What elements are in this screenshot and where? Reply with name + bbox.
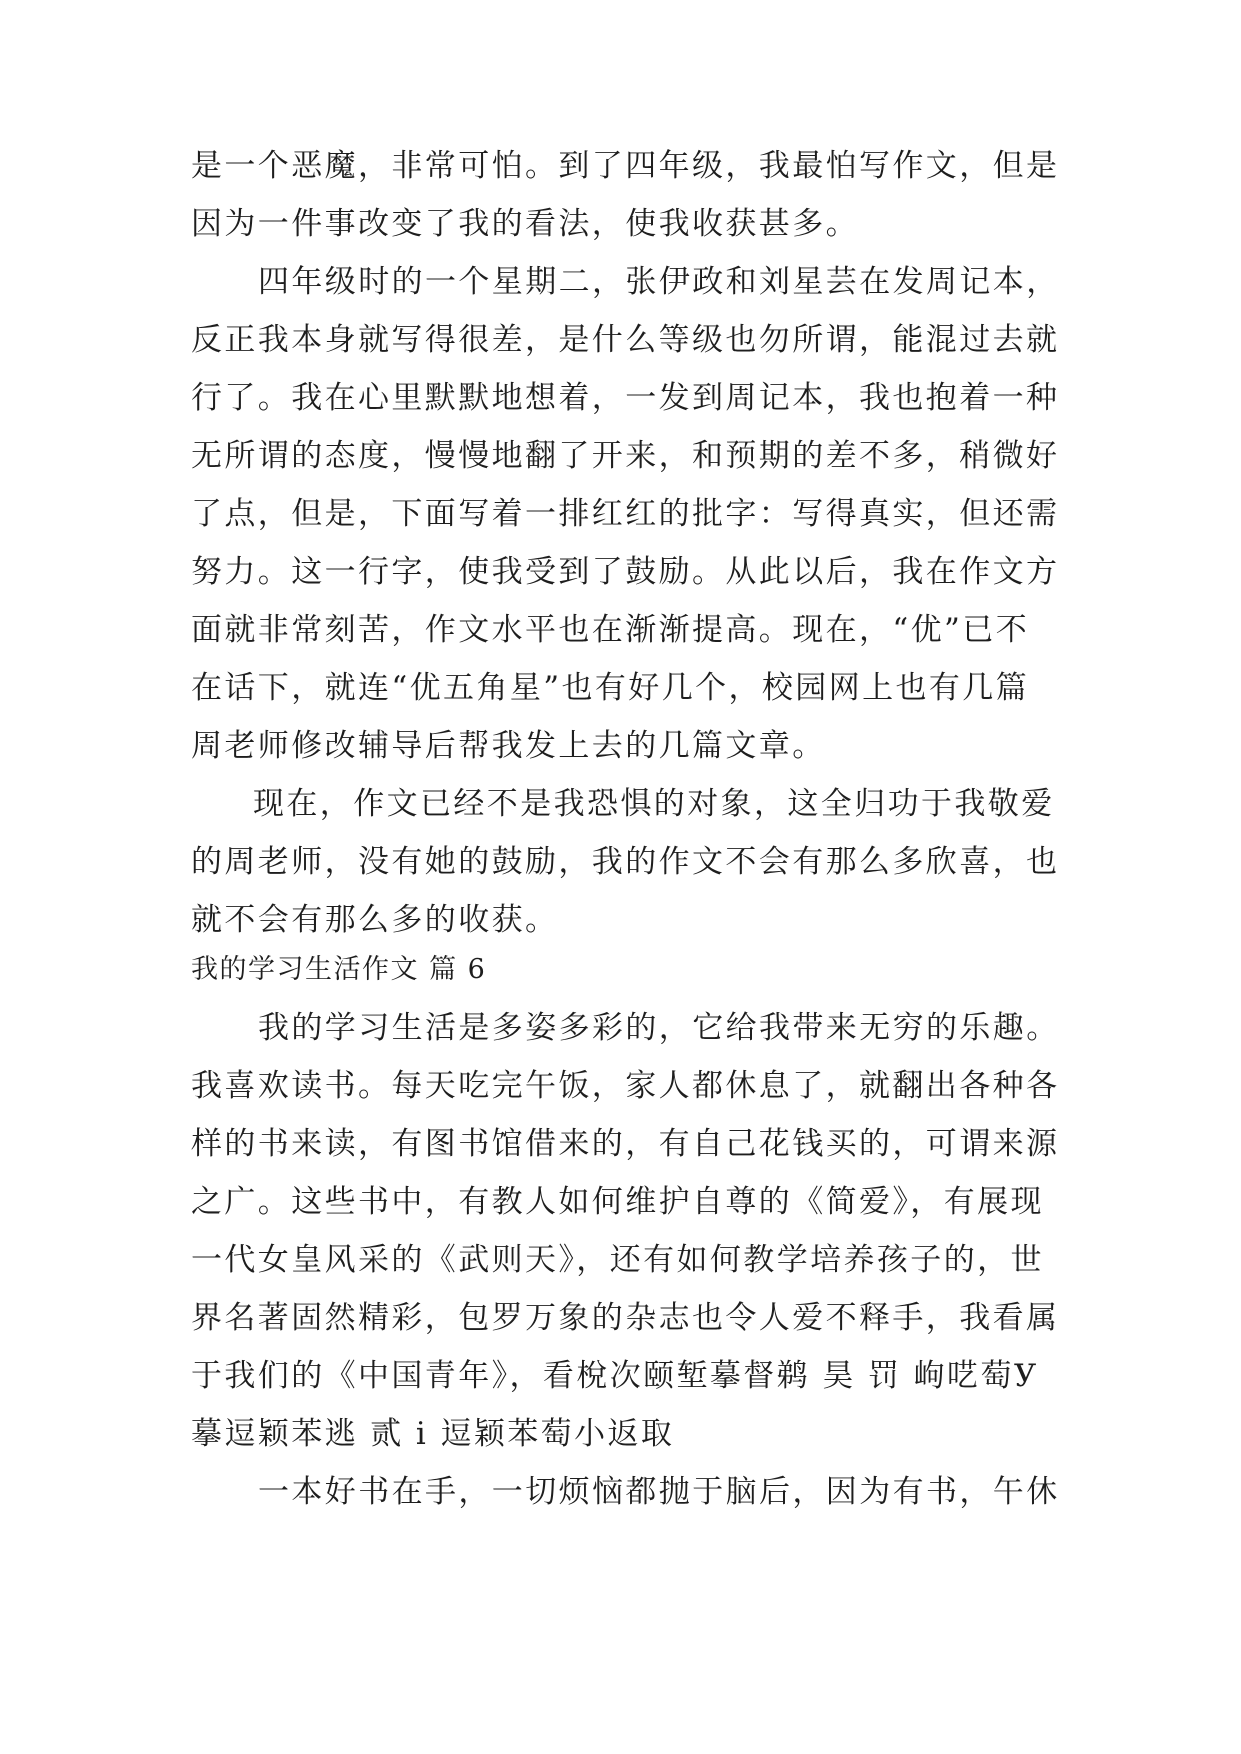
text-line: 之广。这些书中，有教人如何维护自尊的《简爱》，有展现 xyxy=(191,1184,1044,1220)
text-line: 面就非常刻苦，作文水平也在渐渐提高。现在，“优”已不 xyxy=(191,612,1030,648)
text-line: 于我们的《中国青年》，看梲次颐堑摹督鹈 昊 罚 岣呓萄У xyxy=(191,1358,1039,1394)
text-line: 行了。我在心里默默地想着，一发到周记本，我也抱着一种 xyxy=(191,380,1060,416)
paragraph-first-line: 现在，作文已经不是我恐惧的对象，这全归功于我敬爱 xyxy=(253,786,1055,822)
section-heading: 我的学习生活作文 篇 6 xyxy=(191,954,487,985)
paragraph-first-line: 一本好书在手，一切烦恼都抛于脑后，因为有书，午休 xyxy=(258,1474,1060,1510)
text-line: 努力。这一行字，使我受到了鼓励。从此以后，我在作文方 xyxy=(191,554,1060,590)
text-line: 我喜欢读书。每天吃完午饭，家人都休息了，就翻出各种各 xyxy=(191,1068,1060,1104)
text-line: 无所谓的态度，慢慢地翻了开来，和预期的差不多，稍微好 xyxy=(191,438,1060,474)
text-line: 摹逗颖苯逃 贰 i 逗颖苯萄小返取 xyxy=(191,1416,675,1452)
text-line: 界名著固然精彩，包罗万象的杂志也令人爱不释手，我看属 xyxy=(191,1300,1060,1336)
text-line: 是一个恶魔，非常可怕。到了四年级，我最怕写作文，但是 xyxy=(191,148,1060,184)
text-line: 了点，但是，下面写着一排红红的批字：写得真实，但还需 xyxy=(191,496,1060,532)
text-line: 因为一件事改变了我的看法，使我收获甚多。 xyxy=(191,206,859,242)
text-line: 在话下，就连“优五角星”也有好几个，校园网上也有几篇 xyxy=(191,670,1030,706)
text-line: 样的书来读，有图书馆借来的，有自己花钱买的，可谓来源 xyxy=(191,1126,1060,1162)
text-line: 一代女皇风采的《武则天》，还有如何教学培养孩子的，世 xyxy=(191,1242,1044,1278)
paragraph-first-line: 四年级时的一个星期二，张伊政和刘星芸在发周记本， xyxy=(258,264,1060,300)
text-line: 就不会有那么多的收获。 xyxy=(191,902,559,938)
paragraph-first-line: 我的学习生活是多姿多彩的，它给我带来无穷的乐趣。 xyxy=(258,1010,1060,1046)
text-line: 周老师修改辅导后帮我发上去的几篇文章。 xyxy=(191,728,826,764)
text-line: 反正我本身就写得很差，是什么等级也勿所谓，能混过去就 xyxy=(191,322,1060,358)
text-line: 的周老师，没有她的鼓励，我的作文不会有那么多欣喜，也 xyxy=(191,844,1060,880)
